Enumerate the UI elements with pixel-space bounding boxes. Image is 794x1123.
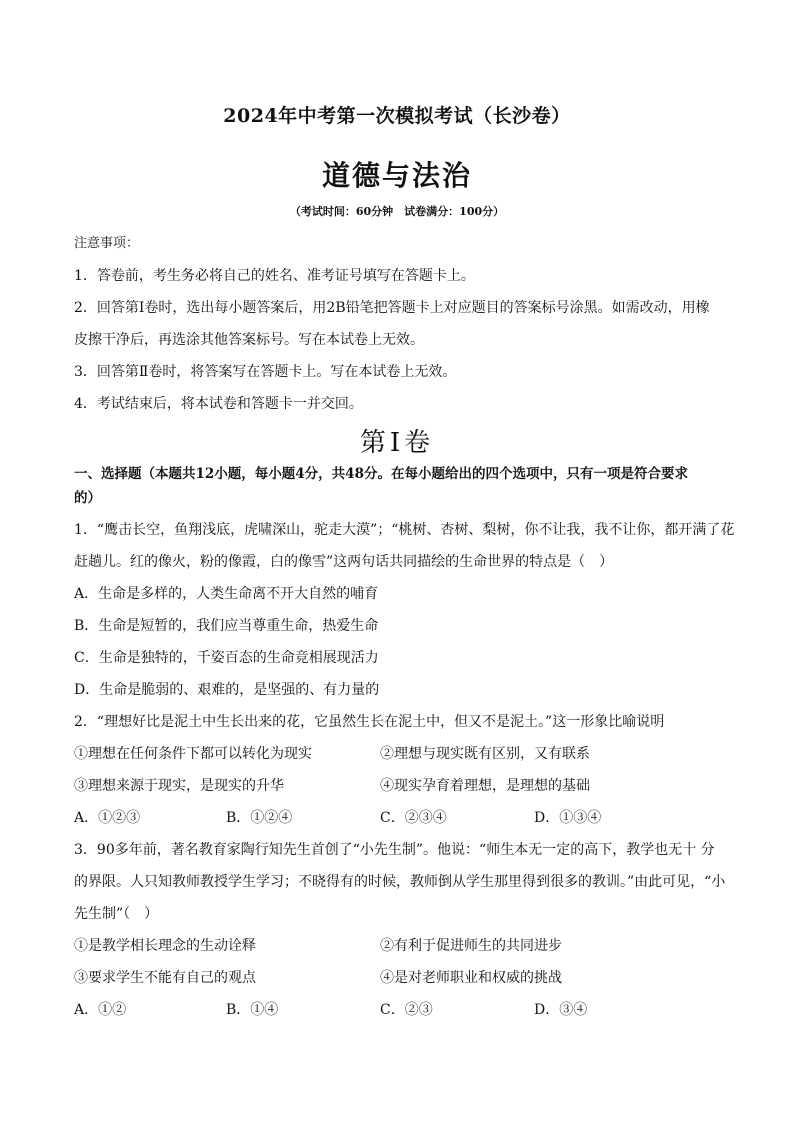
notice-item-2: 2．回答第Ⅰ卷时，选出每小题答案后，用2B铅笔把答题卡上对应题目的答案标号涂黑。如需改动，用橡 — [74, 300, 710, 316]
q3-choice-a: A．①② — [74, 1002, 127, 1018]
q3-choice-d: D．③④ — [534, 1002, 588, 1018]
q2-choice-c: C．②③④ — [380, 810, 447, 826]
time-info: （考试时间：60分钟 试卷满分：100分） — [289, 205, 505, 218]
q1-option-a: A．生命是多样的，人类生命离不开大自然的哺育 — [74, 586, 379, 602]
q2-statement-2: ②理想与现实既有区别，又有联系 — [380, 746, 590, 762]
question-3-stem: 3．90多年前，著名教育家陶行知先生首创了“小先生制”。他说：“师生本无一定的高下，教学也无十 分 — [74, 842, 715, 858]
q3-choice-c: C．②③ — [380, 1002, 433, 1018]
q3-statement-1: ①是教学相长理念的生动诠释 — [74, 938, 256, 954]
section-heading: 一、选择题（本题共12小题，每小题4分，共48分。在每小题给出的四个选项中，只有一项是符合要求 — [74, 466, 688, 482]
notice-heading: 注意事项： — [74, 236, 140, 251]
q2-statement-1: ①理想在任何条件下都可以转化为现实 — [74, 746, 312, 762]
section-heading-cont: 的） — [74, 490, 101, 506]
notice-item-1: 1．答卷前，考生务必将自己的姓名、准考证号填写在答题卡上。 — [74, 268, 475, 284]
q2-statement-4: ④现实孕育着理想，是理想的基础 — [380, 778, 590, 794]
question-1-stem: 1．“鹰击长空，鱼翔浅底，虎啸深山，驼走大漠”；“桃树、杏树、梨树，你不让我，我不让你，都开满了花 — [74, 522, 735, 538]
q1-option-d: D．生命是脆弱的、艰难的，是坚强的、有力量的 — [74, 682, 380, 698]
exam-title: 2024年中考第一次模拟考试（长沙卷） — [223, 105, 571, 127]
subject-title: 道德与法治 — [321, 159, 472, 192]
q2-statement-3: ③理想来源于现实，是现实的升华 — [74, 778, 284, 794]
notice-item-2-cont: 皮擦干净后，再选涂其他答案标号。写在本试卷上无效。 — [74, 332, 424, 348]
q3-statement-3: ③要求学生不能有自己的观点 — [74, 970, 256, 986]
q3-choice-b: B．①④ — [226, 1002, 279, 1018]
question-3-stem-cont: 的界限。人只知教师教授学生学习；不晓得有的时候，教师倒从学生那里得到很多的教训。”由此可见，“小 — [74, 874, 726, 890]
question-1-stem-cont: 赶趟儿。红的像火，粉的像霞，白的像雪”这两句话共同描绘的生命世界的特点是（ ） — [74, 554, 614, 570]
question-3-stem-cont-2: 先生制”（ ） — [74, 906, 159, 922]
volume-title: 第Ⅰ卷 — [359, 428, 435, 458]
q3-statement-2: ②有利于促进师生的共同进步 — [380, 938, 562, 954]
q3-statement-4: ④是对老师职业和权威的挑战 — [380, 970, 562, 986]
q2-choice-a: A．①②③ — [74, 810, 141, 826]
q2-choice-b: B．①②④ — [226, 810, 293, 826]
notice-item-3: 3．回答第Ⅱ卷时，将答案写在答题卡上。写在本试卷上无效。 — [74, 364, 457, 380]
question-2-stem: 2．“理想好比是泥土中生长出来的花，它虽然生长在泥土中，但又不是泥土。”这一形象比喻说明 — [74, 714, 665, 730]
q2-choice-d: D．①③④ — [534, 810, 602, 826]
notice-item-4: 4．考试结束后，将本试卷和答题卡一并交回。 — [74, 396, 363, 412]
q1-option-c: C．生命是独特的，千姿百态的生命竞相展现活力 — [74, 650, 379, 666]
q1-option-b: B．生命是短暂的，我们应当尊重生命，热爱生命 — [74, 618, 379, 634]
